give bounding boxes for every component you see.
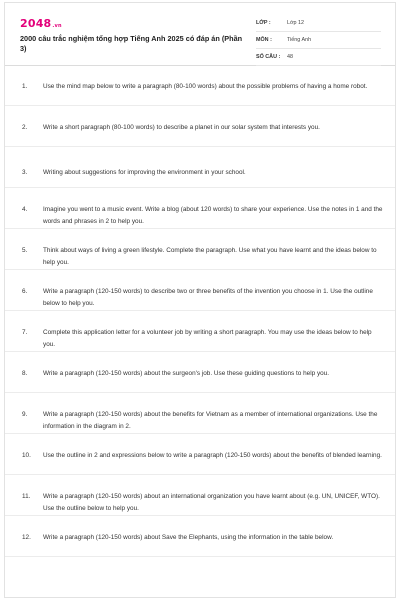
question-number: 4. [22, 206, 28, 213]
site-logo[interactable] [20, 17, 62, 30]
meta-label: MÔN : [256, 37, 272, 43]
document-header [5, 3, 395, 66]
meta-value: Tiếng Anh [287, 37, 312, 43]
question-item[interactable] [5, 106, 395, 147]
question-number: 10. [22, 452, 31, 459]
question-number: 2. [22, 124, 28, 131]
question-number: 12. [22, 534, 31, 541]
question-item[interactable] [5, 65, 395, 106]
question-item[interactable] [5, 393, 395, 434]
question-text: Write a paragraph (120-150 words) about the surgeon's job. Use these guiding questions to help you. [43, 370, 330, 377]
meta-label: SỐ CÂU : [256, 54, 281, 60]
question-number: 1. [22, 83, 28, 90]
question-text: Write a short paragraph (80-100 words) to describe a planet in our solar system that interests you. [43, 124, 320, 131]
meta-row-class [256, 16, 381, 32]
document-title: 2000 câu trắc nghiệm tổng hợp Tiếng Anh 2025 có đáp án (Phần 3) [20, 34, 243, 53]
meta-label: LỚP : [256, 20, 271, 26]
logo-suffix: .vn [52, 23, 62, 29]
question-number: 6. [22, 288, 28, 295]
question-item[interactable] [5, 229, 395, 270]
question-text: Complete this application letter for a volunteer job by writing a short paragraph. You may use the ideas below to help you. [43, 329, 372, 348]
question-item[interactable] [5, 516, 395, 557]
question-item[interactable] [5, 475, 395, 516]
question-number: 7. [22, 329, 28, 336]
question-item[interactable] [5, 352, 395, 393]
question-number: 8. [22, 370, 28, 377]
document-meta [256, 16, 381, 67]
meta-value: 48 [287, 54, 293, 60]
meta-row-subject [256, 33, 381, 49]
question-item[interactable] [5, 434, 395, 475]
question-text: Write a paragraph (120-150 words) about an international organization you have learnt about (e.g. UN, UNICEF, WTO). Use the outline below to help you. [43, 493, 380, 512]
question-text: Write a paragraph (120-150 words) about Save the Elephants, using the information in the table below. [43, 534, 334, 541]
question-number: 3. [22, 169, 28, 176]
question-text: Write a paragraph (120-150 words) to describe two or three benefits of the invention you choose in 1. Use the outline below to help you. [43, 288, 373, 307]
meta-value: Lớp 12 [287, 20, 305, 26]
question-item[interactable] [5, 311, 395, 352]
question-item[interactable] [5, 188, 395, 229]
question-number: 11. [22, 493, 31, 500]
question-item[interactable] [5, 270, 395, 311]
question-text: Imagine you went to a music event. Write a blog (about 120 words) to share your experience. Use the notes in 1 and the words and phrases in 2 to help you. [43, 206, 383, 225]
logo-text: 2048 [20, 17, 52, 30]
question-number: 5. [22, 247, 28, 254]
document-page [4, 2, 396, 598]
question-text: Use the outline in 2 and expressions below to write a paragraph (120-150 words) about the benefits of blended learning. [43, 452, 382, 459]
question-text: Writing about suggestions for improving the environment in your school. [43, 169, 246, 176]
question-item[interactable] [5, 147, 395, 188]
question-text: Use the mind map below to write a paragraph (80-100 words) about the possible problems of having a home robot. [43, 83, 368, 90]
question-list [5, 65, 395, 557]
question-text: Write a paragraph (120-150 words) about the benefits for Vietnam as a member of international organizations. Use the information in the diagram in 2. [43, 411, 378, 430]
question-number: 9. [22, 411, 28, 418]
question-text: Think about ways of living a green lifestyle. Complete the paragraph. Use what you have learnt and the ideas below to help you. [43, 247, 377, 266]
meta-row-question-count [256, 50, 381, 66]
